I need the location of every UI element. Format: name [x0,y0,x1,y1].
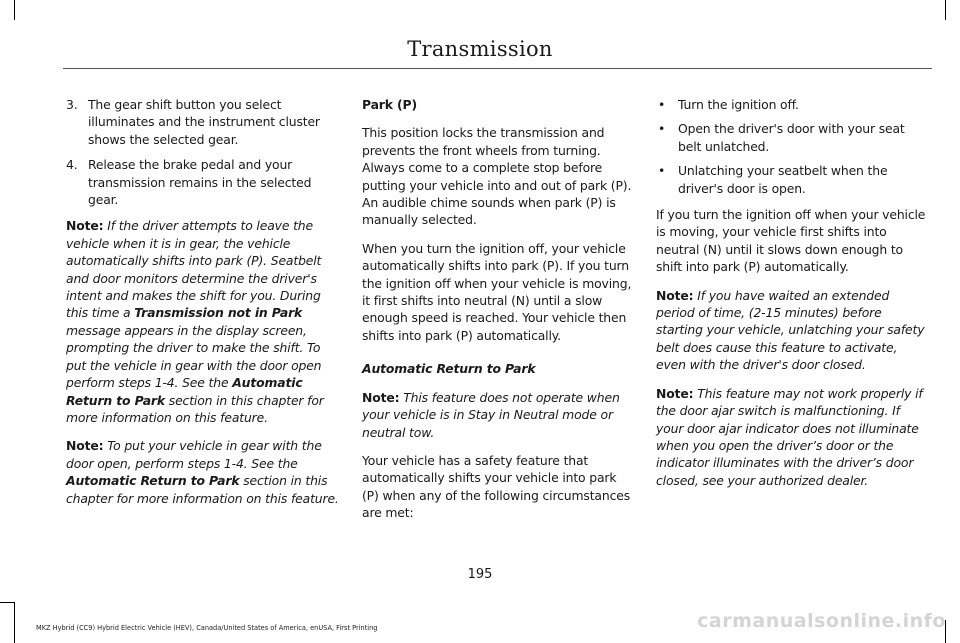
column-2 [362,96,634,533]
note-text: If you have waited an extended period of time, (2-15 minutes) before starting your vehicle, unlatching your safety belt does cause this feature to activate, even with the driver's door closed. [656,287,925,373]
list-item [656,120,928,155]
page-number: 195 [467,567,493,582]
note-label: Note: [66,218,104,234]
step-number: 4. [66,157,78,173]
crop-mark-bottom-left-h [0,602,14,603]
note-text: If the driver attempts to leave the vehicle when it is in gear, the vehicle automatically shifts into park (P). Seatbelt and door monitors determine the driver's intent and makes the shift for you. During this time a [66,218,322,321]
crop-mark-bottom-left-v [14,602,15,643]
note-text: section in this chapter for more information on this feature. [66,473,339,506]
list-item-text: Open the driver's door with your seat belt unlatched. [678,121,905,154]
section-title: Transmission [407,37,553,61]
note-text: This feature does not operate when your vehicle is in Stay in Neutral mode or neutral tow. [362,389,620,440]
note-label: Note: [362,389,400,405]
list-item-text: Turn the ignition off. [678,97,799,112]
note-label: Note: [66,438,104,454]
note-paragraph [66,437,342,507]
list-item [656,96,928,113]
step-text: Release the brake pedal and your transmission remains in the selected gear. [88,157,312,208]
body-paragraph: Your vehicle has a safety feature that automatically shifts your vehicle into park (P) when any of the following circumstances are met: [362,452,631,521]
body-paragraph: If you turn the ignition off when your vehicle is moving, your vehicle first shifts into neutral (N) until it slows down enough to shift into park (P) automatically. [656,207,926,275]
list-item [656,162,928,197]
bullet-icon: • [658,97,666,112]
body-paragraph: When you turn the ignition off, your vehicle automatically shifts into park (P). If you turn the ignition off when your vehicle is moving, it first shifts into neutral (N) until a slow enough speed is reached. Your vehicle then shifts into park (P) automatically. [362,240,632,343]
note-paragraph [66,217,342,426]
auto-return-heading: Automatic Return to Park [362,361,536,377]
column-1 [66,96,342,518]
note-text: message appears in the display screen, prompting the driver to make the shift. To put the vehicle in gear with the door open perform steps 1-4. See the [66,322,322,391]
bullet-icon: • [658,121,666,137]
park-heading: Park (P) [362,97,417,112]
crop-mark-top-left-v [14,0,15,20]
step-item [66,96,342,148]
bullet-list [656,96,928,197]
steps-list [66,96,342,208]
body-paragraph: This position locks the transmission and prevents the front wheels from turning. Always come to a complete stop before putting your vehicle into and out of park (P). An audible chime sounds when park (P) is manually selected. [362,125,632,228]
cross-reference: Automatic Return to Park [66,473,240,489]
column-3 [656,96,928,500]
message-name: Transmission not in Park [134,305,303,321]
note-text: This feature may not work properly if the door ajar switch is malfunctioning. If your door ajar indicator does not illuminate when you open the driver’s door or the indicator illuminates with the driver’s door closed, see your authorized dealer. [656,385,923,488]
header-rule [63,68,932,69]
note-paragraph [656,287,928,374]
cross-reference: Automatic Return to Park [66,375,303,408]
step-item [66,156,342,208]
watermark: carmanualsonline.info [697,610,946,632]
note-text: section in this chapter for more information on this feature. [66,392,324,425]
note-text: To put your vehicle in gear with the door open, perform steps 1-4. See the [66,438,322,471]
note-paragraph [362,389,634,441]
note-label: Note: [656,385,694,401]
step-text: The gear shift button you select illuminates and the instrument cluster shows the selected gear. [88,97,320,147]
bullet-icon: • [658,163,666,179]
note-label: Note: [656,287,694,303]
note-paragraph [656,385,928,489]
footer-edition-text: MKZ Hybrid (CC9) Hybrid Electric Vehicle (HEV), Canada/United States of America, enUSA, First Printing [36,624,378,632]
step-number: 3. [66,97,78,112]
crop-mark-top-right-v [945,0,946,20]
list-item-text: Unlatching your seatbelt when the driver's door is open. [678,163,888,196]
